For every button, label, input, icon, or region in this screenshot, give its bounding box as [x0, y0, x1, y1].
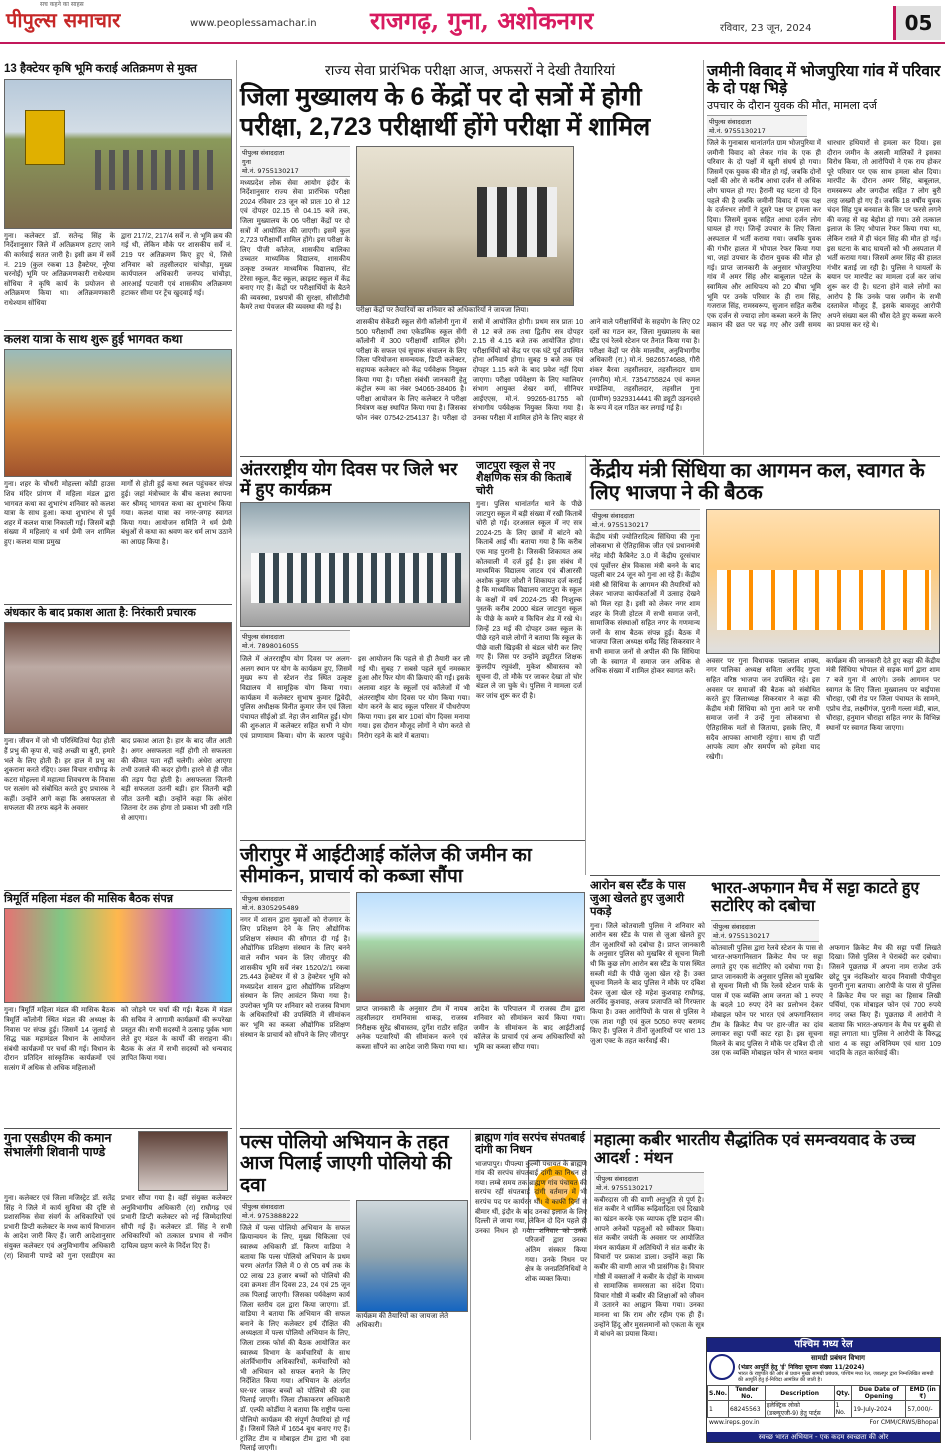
col-header: Due Date of Opening — [852, 1386, 906, 1401]
article-body: गुना। शहर के चौधरी मोहल्ला कोंडी हाउस शिव मंदिर प्रांगण में महिला मंडल द्वारा भागवत कथा का शुभारंभ शनिवार को कलश यात्रा के साथ हुआ। कथा शुभारंभ से पूर्व शहर में कलश यात्रा निकाली गई। जिसमें बड़ी संख्या में महिलाएं व धर्म प्रेमी जन शामिल हुए। कलश यात्रा प्रमुख — [4, 481, 115, 546]
article-kabir-manthan — [594, 1132, 941, 1346]
table-cell: 19-July-2024 — [852, 1401, 906, 1418]
headline: जिला मुख्यालय के 6 केंद्रों पर दो सत्रों में होगी परीक्षा, 2,723 परीक्षार्थी होंगे परीक्षा में शामिल — [240, 82, 651, 141]
byline-name: पीपुल्स संवाददाता — [592, 511, 635, 520]
article-body: गुना। कलेक्टर एवं जिला मजिस्ट्रेट डॉ. सतेंद्र सिंह ने जिले में कार्य सुविधा की दृष्टि से प्रशासनिक सेवा संवर्ग के अधिकारियों एवं प्रभारी डिप्टी कलेक्टर के मध्य कार्य विभाजन के आदेश जारी किए हैं। जारी आदेशानुसार संयुक्त कलेक्टर एवं अनुविभागीय अधिकारी (रा) शिवानी पाण्डे को गुना एसडीएम का प्रभार सौंपा गया है। वहीं संयुक्त कलेक्टर अनुविभागीय अधिकारी (रा) राघौगढ़ एवं प्रभारी डिप्टी कलेक्टर को नई जिम्मेदारियां सौंपी गई हैं। कलेक्टर डॉ. सिंह ने सभी अधिकारियों को तत्काल प्रभाव से नवीन दायित्व ग्रहण करने के निर्देश दिए हैं। — [4, 1195, 232, 1260]
headline: केंद्रीय मंत्री सिंधिया का आगमन कल, स्वागत के लिए भाजपा ने की बैठक — [590, 460, 925, 505]
article-gambling — [590, 880, 705, 1122]
article-body: गुना। कलेक्टर डॉ. सतेन्द्र सिंह के निर्देशानुसार जिले में अतिक्रमण हटाए जाने की कार्रवाई सतत जारी है। इसी क्रम में सर्वे नं. 219 (कुल रकबा 13 हैक्टेयर, नूरैया चरनोई) भूमि पर अतिक्रमणकारी राधेश्याम सोंधिया ने कृषि कार्य के प्रयोजन से अतिक्रमण किया था। अतिक्रमणकारी राधेश्याम सोंधिया — [4, 232, 115, 308]
article-body: नगर में शासन द्वारा युवाओं को रोजगार के लिए प्रशिक्षण देने के लिए औद्योगिक प्रशिक्षण संस्थान की सौगात दी गई है। औद्योगिक प्रशिक्षण संस्थान के लिए बनने वाले नवीन भवन के लिए जीरापुर की शासकीय भूमि सर्वे नंबर 1520/2/1 रकबा 25.443 हेक्टेयर में से 3 हेक्टेयर भूमि को मध्यप्रदेश शासन द्वारा औद्योगिक प्रशिक्षण संस्थान के लिए आवंटन किया गया है। उपरोक्त भूमि पर शनिवार को राजस्व विभाग के अधिकारियों की उपस्थिति में सीमांकन कर भूमि का कब्जा औद्योगिक प्रशिक्षण संस्थान के प्राचार्य को सौंपने के लिए जीरापुर — [240, 916, 350, 1039]
ad-header: पश्चिम मध्य रेल — [707, 1338, 940, 1352]
article-body: गुना। जिले कोतवाली पुलिस ने शनिवार को आरोन बस स्टैंड के पास से जुआ खेलते हुए तीन जुआरियों को दबोचा है। प्राप्त जानकारी के अनुसार पुलिस को मुखबिर से सूचना मिली थी कि कुछ लोग आरोन बस स्टैंड के पास स्थित सब्जी मंडी के पीछे जुआ खेल रहे हैं। उक्त सूचना मिलने के बाद पुलिस ने मौके पर दबिश देकर जुआ खेल रहे महेश कुशवाह राघौगढ़, अरविंद कुशवाह, अजय प्रजापति को गिरफ्तार किया है। उक्त आरोपियों के पास से पुलिस ने एक ताश गड्डी एवं कुल 5050 रुपए बरामद किए हैं। पुलिस ने तीनों जुआरियों पर धारा 13 जुआ एक्ट के तहत कार्रवाई की। — [590, 922, 705, 1045]
masthead-tagline: सच कहने का साहस — [40, 1, 84, 8]
article-body: गुना। पुलिस थानांतर्गत थाने के पीछे जाटपुरा स्कूल में बड़ी संख्या में रखी किताबें चोरी हो गईं। दरअसल स्कूल में नए सत्र 2024-25 के लिए छात्रों में बांटने को किताबें आई थीं। बताया गया है कि करीब एक माह पुरानी है। जिसकी शिकायत अब कोतवाली में दर्ज हुई है। इस संबंध में माध्यमिक विद्यालय जाटव एवं बीआरसी अशोक कुमार जोशी ने शिकायत दर्ज कराई है कि माध्यमिक विद्यालय जाटपुरा के स्कूल के कक्षों में वर्ष 2024-25 की निःशुल्क पुस्तकें करीब 2000 बंडल जाटपुरा स्कूल के पीछे के कमरे व किचिन शेड में रखे थे। जिन्हें 23 मई की दोपहर उक्त स्कूल के पीछे रहने वाले लोगों ने बताया कि स्कूल के पीछे वाली खिड़की से बंडल चोरी कर लिए गए हैं। जिस पर उन्होंने ड्यूटीरत शिक्षक कुलदीप रघुवंशी, मुकेश श्रीवास्तव को सूचना दी, तो मौके पर जाकर देखा तो चोर बंडल ले जा चुके थे। पुलिस ने मामला दर्ज कर जांच शुरू कर दी है। — [476, 500, 582, 700]
ad-code: For CMM/CRWS/Bhopal — [869, 1419, 938, 1426]
photo-kalash-yatra — [4, 349, 232, 477]
column-rule — [236, 60, 237, 1440]
article-body: मार्गों से होती हुई कथा स्थल पहुंचकर संपन्न हुई। जहां मंत्रोच्चार के बीच कलश स्थापना कर श्रीमद् भागवत कथा का शुभारंभ किया गया। कलश यात्रा का नगर-जगह स्वागत किया गया। आयोजन समिति ने धर्म प्रेमी बंधुओं से कथा का श्रवण कर धर्म लाभ उठाने का आग्रह किया है। — [121, 481, 232, 546]
headline: जाटपुरा स्कूल से नए शैक्षणिक सत्र की किताबें चोरी — [476, 460, 572, 497]
photo-iti-land — [356, 892, 585, 1002]
photo-bjp-meeting — [706, 509, 940, 654]
officials-shape — [477, 187, 557, 257]
ad-notice: (भंडार आपूर्ति हेतु 'ई' निविदा सूचना संख्या 11/2024) — [738, 1364, 865, 1371]
article-cricket-betting — [711, 880, 941, 1132]
ad-intro: भारत के राष्ट्रपति की ओर से प्रधान मुख्य सामग्री प्रबंधक, पश्चिम मध्य रेल, जबलपुर द्वारा निम्नलिखित सामग्री की आपूर्ति हेतु ई-निविदा आमंत्रित की जाती है। — [738, 1371, 934, 1383]
people-shape — [95, 150, 215, 190]
headline: ब्राह्मण गांव सरपंच संपतबाई दांगी का निधन — [475, 1132, 585, 1157]
article-body: जिले में पल्स पोलियो अभियान के सफल क्रियान्वयन के लिए, मुख्य चिकित्सा एवं स्वास्थ्य अधिकारी डॉ. किरण वाडिया ने बताया कि पल्स पोलियो अभियान के प्रथम चरण अंतर्गत जिले में 0 से 05 वर्ष तक के 02 लाख 23 हजार बच्चों को पोलियो की दवा क्रमशः तीन दिवस 23, 24 एवं 25 जून तक पिलाई जाएगी। जिसका पर्यवेक्षण कार्य जिला स्तरीय दल द्वारा किया जाएगा। डॉ. वाडिया ने बताया कि अभियान की सफल बनाने के लिए कलेक्टर हर्ष दीक्षित की अध्यक्षता में पल्स पोलियो अभियान के लिए, जिला टास्क फोर्स की बैठक आयोजित कर स्वास्थ्य विभाग के कर्मचारियों के साथ अंतर्विभागीय अधिकारियों, कर्मचारियों को भी अभियान को सफल बनाने के लिए निर्देशित किया गया। अभियान के अंतर्गत घर-घर जाकर बच्चों को पोलियो की दवा पिलाई जाएगी। जिला टीकाकरण अधिकारी डॉ. एल्फी कोर्डीया ने बताया कि राष्ट्रीय पल्स पोलियो कार्यक्रम की संपूर्ण तैयारियां हो गई हैं। जिसमें जिले में 1654 बूथ बनाए गए हैं। ट्रांजिट टीम व मोबाइल टीम द्वारा भी दवा पिलाई जाएगी। — [240, 1224, 350, 1453]
article-body-continued: शासकीय सेकेंडरी स्कूल सेंगी कॉलोनी गुना में 500 परीक्षार्थी तथा एकेडमिक स्कूल सेंगी कॉलोनी में 300 परीक्षार्थी शामिल होंगे। परीक्षा के सफल एवं सुचारू संचालन के लिए जिला परियोजना समन्वयक, डिप्टी कलेक्टर, सहायक कलेक्टर को केंद्र पर्यवेक्षक नियुक्त किया गया है। परीक्षा संबंधी जानकारी हेतु कंट्रोल रूम का नंबर 94065-38406 है। परीक्षा आयोजन के लिए कलेक्टर ने परीक्षा नियंत्रण कक्ष स्थापित किया गया है। जिसका फोन नंबर 07542-254137 है। परीक्षा दो सत्रों में आयोजित होगी। प्रथम सत्र प्रातः 10 से 12 बजे तक तथा द्वितीय सत्र दोपहर 2.15 से 4.15 बजे तक आयोजित होगा। परीक्षार्थियों को केंद्र पर एक घंटे पूर्व उपस्थित होना अनिवार्य होगा। सुबह 9 बजे तक एवं दोपहर 1.15 बजे के बाद प्रवेश नहीं दिया जाएगा। परीक्षा पर्यवेक्षण के लिए ग्वालियर संभाग आयुक्त शेखर वर्मा, सीनियर आईएएस, मो.नं. 99265-81755 को संभागीय पर्यवेक्षक नियुक्त किया गया है। उनका परीक्षा में शामिल होने के लिए बाहर से आने वाले परीक्षार्थियों के सहयोग के लिए 02 दलों का गठन कर, जिला मुख्यालय के बस स्टैंड एवं रेलवे स्टेशन पर तैनात किया गया है। परीक्षा केंद्रों पर रोके मालवीय, अनुविभागीय अधिकारी (रा.) मो.नं. 9826574688, गौरी शंकर बैरवा तहसीलदार, तहसीलदार ग्राम (नगरीय) मो.नं. 7354755824 एवं कमल मण्डेलिया, तहसीलदार, तहसील गुना (ग्रामीण) 9329314441 की ड्यूटी उड़नदस्ते के रूप में दल गठित कर लगाई गई है। — [356, 319, 700, 422]
table-header-row — [708, 1386, 940, 1401]
ad-website[interactable]: www.ireps.gov.in — [709, 1419, 760, 1426]
page-number: 05 — [893, 6, 941, 40]
byline-phone: मो.नं. 9755130217 — [709, 127, 766, 136]
railway-emblem-icon — [709, 1354, 735, 1380]
website-url[interactable]: www.peoplessamachar.in — [190, 18, 317, 29]
divider — [240, 456, 940, 457]
article-scindia-visit — [590, 460, 940, 863]
article-encroachment — [4, 63, 232, 335]
byline — [240, 1200, 350, 1222]
byline-place: गुना — [242, 157, 251, 166]
article-pulse-polio — [240, 1132, 468, 1453]
masthead — [0, 0, 945, 44]
issue-date: रविवार, 23 जून, 2024 — [720, 23, 812, 34]
meeting-people-shape — [717, 570, 931, 630]
divider — [4, 1128, 232, 1129]
newspaper-logo: पीपुल्स समाचार — [6, 8, 121, 32]
railway-tender-ad — [706, 1337, 941, 1443]
table-cell: 1 — [708, 1401, 729, 1418]
article-body: अवसर पर गुना विधायक पन्नालाल शाक्य, नगर पालिका अध्यक्ष सविता अरविंद गुप्ता सहित वरिष्ठ भाजपा जन उपस्थित रहे। इस अवसर पर समाजों की बैठक को संबोधित करते हुए जिलाध्यक्ष सिकरवार ने कहा की केंद्रीय मंत्री सिंधिया को गुना आने पर सभी समाज जनों ने उन्हें गुना लोकसभा से ऐतिहासिक मतों से जिताया, इसके लिए, मैं सदैव आपका आभारी रहूंगा। साथ ही पार्टी आपके त्याग और समर्पण को हमेशा याद रखेगी। — [706, 657, 820, 761]
table-cell: 57,000/- — [906, 1401, 940, 1418]
byline-name: पीपुल्स संवाददाता — [713, 922, 756, 931]
column-rule — [585, 455, 586, 875]
article-books-theft — [476, 460, 582, 860]
yoga-people-shape — [251, 553, 461, 603]
article-body: गुना। जीवन में जो भी परिस्थितियां पैदा होती हैं प्रभु की कृपा से, चाहे अच्छी या बुरी, हमारे भले के लिए होती हैं। हर हाल में प्रभु का शुकराना करते रहिए। उक्त विचार राघौगढ़ के कटरा मोहल्ला में महात्मा शिवचरण के निवास पर सत्संग को संबोधित करते हुए प्रचारक ने कहीं। उन्होंने आगे कहा कि असफलता से सफलता की तरफ बढ़ने के अवसर — [4, 738, 115, 813]
byline — [707, 115, 807, 137]
photo-polio — [356, 1200, 468, 1312]
photo-satsang — [4, 622, 232, 734]
headline: गुना एसडीएम की कमान संभालेंगी शिवानी पाण्डे — [4, 1131, 112, 1159]
divider — [590, 875, 940, 876]
photo-women-group — [4, 908, 232, 1003]
article-body: को जोड़ने पर चर्चा की गई। बैठक में मंडल की सचिव ने आगामी कार्यक्रमों की रूपरेखा प्रस्तुत की। सभी सदस्यों ने उत्साह पूर्वक भाग लेते हुए मंडल के कार्यों की सराहना की। बैठक के अंत में सभी सदस्यों को धन्यवाद ज्ञापित किया गया। — [121, 1007, 232, 1063]
headline: आरोन बस स्टैंड के पास जुआ खेलते हुए जुआरी पकड़े — [590, 880, 686, 918]
headline: पल्स पोलियो अभियान के तहत आज पिलाई जाएगी पोलियो की दवा — [240, 1132, 452, 1196]
photo-bulldozer — [4, 79, 232, 229]
article-nirankari — [4, 607, 232, 889]
article-body: जिले के गुनाबास थानांतर्गत ग्राम भोजपुरिया में जमीनी विवाद को लेकर गांव के एक ही परिवार के दो पक्षों में खूनी संघर्ष हो गया। जिसमें एक युवक की मौत हो गई, जबकि दोनों पक्षों की ओर से करीब आधा दर्जन से अधिक लोग घायल हो गए। हैरानी यह घटना दो दिन पहले की है जबकि जमीनी विवाद में एक पक्ष के दर्जनभर लोगों ने दूसरे पक्ष पर हमला कर दिया। जिसमें युवक सहित आधा दर्जन लोग घायल हो गए। जिन्हें उपचार के लिए जिला अस्पताल में भर्ती कराया गया। जबकि युवक की गंभीर हालत में भोपाल रेफर किया गया था, जहां उपचार के दौरान युवक की मौत हो गई। प्राप्त जानकारी के अनुसार भोजपुरिया गांव में अमर सिंह और बाबूलाल पटेल के स्वामित्व और आधिपत्य को 20 बीघा भूमि भूमि पर उनके परिवार के ही राम सिंह, गजराज सिंह, रामस्वरूप, सुजान सहित करीब एक दर्जन से ज्यादा लोग कब्जा करने के लिए मकान की छत पर चढ़ गए और उसी समय धारधार हथियारों से हमला कर दिया। इस दौरान जमीन के असली मालिकों ने इसका विरोध किया, तो आरोपियों ने एक राय होकर पूरे परिवार पर एक साथ हमला बोल दिया। मारपीट के दौरान अमर सिंह, बाबूलाल, रामस्वरूप और जगदीश सहित 7 लोग बुरी तरह जख्मी हो गए हैं। जबकि 18 वर्षीय युवक चंदन सिंह पुत्र बनवाल के सिर पर फरसे लगने की वजह से वह बेहोश हो गया। उसे तत्काल इलाज के लिए भोपाल रेफर किया गया था, लेकिन रास्ते में ही चंदन सिंह की मौत हो गई। इस घटना के बाद घायलों को भी अस्पताल में भर्ती कराया गया। जिसमें अमर सिंह की हालत गंभीर बताई जा रही है। पुलिस ने घायलों के बयान पर मारपीट का मामला दर्ज कर जांच शुरू कर दी है। घटना होने वाले लोगों का आरोप है कि उनके पास जमीन के सभी दस्तावेज मौजूद हैं, इसके बावजूद आरोपी अपने संख्या बल की धौंस देते हुए कब्जा करने का प्रयास कर रहे थे। — [707, 140, 941, 330]
table-row — [708, 1401, 940, 1418]
tender-table — [707, 1385, 940, 1418]
byline — [711, 920, 819, 942]
divider — [4, 890, 232, 891]
ad-subheader: सामग्री प्रबंधन विभाग — [811, 1354, 865, 1362]
byline-phone: मो.नं. 9753888222 — [242, 1211, 299, 1220]
article-land-dispute — [707, 63, 941, 471]
byline-name: पीपुल्स संवाददाता — [242, 633, 285, 642]
divider — [240, 840, 585, 841]
article-trimurti-mandal — [4, 893, 232, 1121]
byline-name: पीपुल्स संवाददाता — [242, 1202, 285, 1211]
col-header: S.No. — [708, 1386, 729, 1401]
article-body: गुना। त्रिमूर्ति महिला मंडल की मासिक बैठक त्रिमूर्ति कॉलोनी स्थित मंडल की अध्यक्ष के निवास पर संपन्न हुई। जिसमें 14 जुलाई से सिद्ध चक्र महामंडल विधान के आयोजन संबंधी कार्यक्रमों पर चर्चा की गई। विधान के दौरान प्रतिदिन सांस्कृतिक कार्यक्रमों एवं सत्संग में अधिक से अधिक महिलाओं — [4, 1007, 115, 1072]
article-body: भाजपापुर। पीपल्या कुल्मी पंचायत के ब्राह्मण गांव की सरपंच संपतबाई दांगी का निधन हो गया। लम्बे समय तक ब्राह्मण गांव पंचायत की सरपंच रहीं संपतबाई दांगी वर्तमान में भी सरपंच पद पर कार्यरत थीं। वे काफी दिनों से बीमार थीं, इंदौर के बाद उनका इलाज के लिए दिल्ली ले जाया गया, लेकिन दो दिन पहले ही उनका निधन हो गया। शनिवार को उनके परिजनों द्वारा उनका अंतिम संस्कार किया गया। उनके निधन पर क्षेत्र के जनप्रतिनिधियों ने शोक व्यक्त किया। — [475, 1160, 587, 1283]
byline — [590, 509, 700, 531]
divider — [4, 330, 232, 331]
article-body: द्वारा 217/2, 217/4 सर्वे न. से भूमि क्रय की गई थी, लेकिन मौके पर शासकीय सर्वे नं. 219 पर अतिक्रमण किए हुए थे, जिसे शनिवार को तहसीलदार चांचौड़ा, मुख्य कार्यपालन अधिकारी जनपद चांचौड़ा, आरआई पटवारी एवं शासकीय अतिक्रमण हटाकर सीमा पर ट्रेंच खुदवाई गई। — [121, 232, 232, 298]
article-body: केंद्रीय मंत्री ज्योतिरादित्य सिंधिया की गुना लोकसभा से ऐतिहासिक जीत एवं प्रधानमंत्री नरेंद्र मोदी कैबिनेट 3.0 में केंद्रीय दूरसंचार एवं पूर्वोत्तर क्षेत्र विकास मंत्री बनने के बाद पहली बार 24 जून को गुना आ रहे हैं। केंद्रीय मंत्री श्री सिंधिया के आगमन की तैयारियों को लेकर भाजपा कार्यकर्ताओं में उत्साह देखने को मिल रहा है। इसी को लेकर नगर शाम शहर के निजी होटल में सभी समाज जनों, सामाजिक संस्थाओं सहित नगर के गणमान्य जनों के साथ बैठक संपन्न हुई। बैठक में भाजपा जिला अध्यक्ष धर्मेंद्र सिंह सिकरवार ने सभी समाज जनों से अपील की कि सिंधिया जी के स्वागत में समाज जन अधिक से अधिक संख्या में शामिल होकर स्वागत करें। — [590, 533, 700, 676]
article-body: जिले में अंतरराष्ट्रीय योग दिवस पर अलग-अलग स्थान पर योग के कार्यक्रम हुए, जिसमें मुख्य रूप से स्टेशन रोड स्थित उत्कृष्ट विद्यालय में सामूहिक योग किया गया। कार्यक्रम में कलेक्टर सुभाष कुमार द्विवेदी, पुलिस अधीक्षक विनीत कुमार जैन एवं जिला पंचायत सीईओ डॉ. नेहा जैन शामिल हुईं। योग की शुरुआत में कलेक्टर सहित सभी ने योग एवं प्राणायाम किया। योग के कारण पहुंचे। इस आयोजन कि पहले से ही तैयारी कर ली गई थी। सुबह 7 सबसे पहले सूर्य नमस्कार हुआ और फिर योग की क्रियाएं की गईं। इसके अलावा शहर के स्कूलों एवं कॉलेजों में भी अंतरराष्ट्रीय योग दिवस पर योग किया गया। योग करने के बाद स्कूल परिसर में पौधरोपण किया गया। इस बार 10वां योग दिवस मनाया गया। इस दौरान मौजूद लोगों ने योग करते से निरोग रहने के बारे में बताया। — [240, 656, 470, 740]
column-rule — [590, 1130, 591, 1440]
byline-phone: मो.नं. 9755130217 — [242, 166, 299, 175]
col-header: Tender No. — [729, 1386, 766, 1401]
article-sarpanch-obit — [475, 1132, 587, 1395]
article-body: कोतवाली पुलिस द्वारा रेलवे स्टेशन के पास से भारत-अफगानिस्तान क्रिकेट मैच पर सट्टा लगाते हुए एक सटोरिए को दबोचा गया है। प्राप्त जानकारी के अनुसार पुलिस को मुखबिर से सूचना मिली थी कि रेलवे स्टेशन पार्क के पास में एक व्यक्ति आम जनता को 1 रुपए के बदले 10 रुपए देने का प्रलोभन देकर मोबाइल फोन पर भारत एवं अफगानिस्तान टीम के क्रिकेट मैच पर हार-जीत का दांव लगाकर सट्टा पर्ची काट रहा है। इस सूचना मिलने के बाद पुलिस ने मौके पर दबिश दी तो उस एक व्यक्ति मोबाइल फोन से भारत बनाम अफगान क्रिकेट मैच की सट्टा पर्ची लिखते दिखा। जिसे पुलिस ने घेराबंदी कर दबोचा। जिसने पूछताछ में अपना नाम राजेश उर्फ छोटू पुत्र नंदकिशोर यादव निवासी पीपीचुरा पुरानी गुना बताया। आरोपी के पास से पुलिस ने क्रिकेट मैच पर सट्टा का हिसाब लिखी पर्चियां, एक मोबाइल फोन एवं 700 रुपये नगद जब्त किए हैं। पूछताछ में आरोपी ने बताया कि भारत-अफगान के मैच पर बुकी से सट्टा लगाता था। पुलिस ने आरोपी के विरुद्ध धारा 4 क सट्टा अधिनियम एवं धारा 109 भादवि के तहत कार्रवाई की। — [711, 944, 941, 1058]
byline-name: पीपुल्स संवाददाता — [242, 148, 285, 157]
article-yoga-day — [240, 460, 470, 860]
photo-caption: कार्यक्रम की तैयारियों का जायजा लेते अधिकारी। — [356, 1312, 449, 1329]
kicker: राज्य सेवा प्रारंभिक परीक्षा आज, अफसरों ने देखी तैयारियां — [325, 62, 615, 78]
byline — [240, 892, 350, 914]
article-bhagwat-katha — [4, 333, 232, 585]
headline: कलश यात्रा के साथ शुरू हुई भागवत कथा — [4, 332, 183, 346]
byline-name: पीपुल्स संवाददाता — [709, 118, 752, 127]
table-cell: 68245563 — [729, 1401, 766, 1418]
col-header: Qty. — [834, 1386, 852, 1401]
headline: त्रिमूर्ति महिला मंडल की मासिक बैठक संपन्न — [4, 893, 173, 905]
section-title: राजगढ़, गुना, अशोकनगर — [370, 6, 594, 35]
byline — [594, 1172, 704, 1194]
headline: भारत-अफगान मैच में सट्टा काटते हुए सटोरिए को दबोचा — [711, 880, 920, 915]
article-body: मध्यप्रदेश लोक सेवा आयोग इंदौर के निर्देशानुसार राज्य सेवा प्रारंभिक परीक्षा 2024 रविवार 23 जून को प्रातः 10 से 12 एवं दोपहर 02.15 से 04.15 बजे तक, जिला मुख्यालय के 06 परीक्षा केंद्रों पर दो सत्रों में आयोजित की जाएगी। इसमें कुल 2,723 परीक्षार्थी शामिल होंगे। इस परीक्षा के लिए पीजी कॉलेज, शासकीय बालिका उच्चतर माध्यमिक विद्यालय, शासकीय उत्कृष्ट उच्चतर माध्यमिक विद्यालय, सेंट टेरेसा स्कूल, कैंट स्कूल, क्राइस्ट स्कूल में केंद्र बनाए गए हैं। केंद्रों पर परीक्षार्थियों के बैठने की व्यवस्था, प्रश्नपत्रों की सुरक्षा, सीसीटीवी कैमरे तथा पेयजल की व्यवस्था की गई है। — [240, 179, 350, 312]
article-sdm-shivani — [4, 1131, 232, 1439]
byline-name: पीपुल्स संवाददाता — [596, 1174, 639, 1183]
byline-phone: मो.नं. 9755130217 — [713, 931, 770, 940]
byline — [240, 146, 350, 177]
article-body: प्राप्त जानकारी के अनुसार टीम में नायब तहसीलदार रामनिवास धाकड़, राजस्व निरीक्षक सुरेंद्र श्रीवास्तव, दुर्गेश राठौर सहित अनेक पटवारियों की सीमांकन करने एवं कब्जा सौंपने का आदेश जारी किया गया था। आदेश के परिपालन में राजस्व टीम द्वारा शनिवार को सीमांकन कार्य किया गया। जमीन के सीमांकन के बाद आईटीआई कॉलेज के प्राचार्य एवं अन्य अधिकारियों को भूमि का कब्जा सौंपा गया। — [356, 1005, 585, 1051]
subhead: उपचार के दौरान युवक की मौत, मामला दर्ज — [707, 99, 877, 112]
column-rule — [703, 60, 704, 455]
col-header: EMD (in ₹) — [906, 1386, 940, 1401]
byline-phone: मो.नं. 8305295489 — [242, 903, 299, 912]
divider — [4, 604, 232, 605]
headline: अंधकार के बाद प्रकाश आता है: निरंकारी प्रचारक — [4, 607, 196, 619]
byline-phone: मो.नं. 9755130217 — [592, 520, 649, 529]
headline: जीरापुर में आईटीआई कॉलेज की जमीन का सीमांकन, प्राचार्य को कब्जा सौंपा — [240, 845, 532, 888]
article-iti-college — [240, 845, 585, 1145]
article-body: कार्यक्रम की जानकारी देते हुए कहा की केंद्रीय मंत्री सिंधिया भोपाल से सड़क मार्ग द्वारा शाम 7 बजे गुना में आएंगे। उनके आगमन पर स्वागत के लिए जिला मुख्यालय पर बाईपास चौराहा, एबी रोड पर जिला पंचायत के सामने, एप्रोच रोड, लक्ष्मीगंज, पुरानी गल्ला मंडी, बाल, चौराहा, हनुमान चौराहा सहित नगर के विभिन्न स्थानों पर स्वागत किया जाएगा। — [826, 657, 940, 732]
headline: महात्मा कबीर भारतीय सैद्धांतिक एवं समन्वयवाद के उच्च आदर्श : मंथन — [594, 1132, 916, 1167]
table-cell: इलेक्ट्रिक लोको (डब्ल्यूएजी-9) हेतु पार्ट्स — [765, 1401, 834, 1418]
headline: 13 हैक्टेयर कृषि भूमि कराई अतिक्रमण से मुक्त — [4, 63, 197, 75]
byline-name: पीपुल्स संवाददाता — [242, 894, 285, 903]
photo-caption: परीक्षा केंद्रों पर तैयारियों का शनिवार को अधिकारियों ने जायजा लिया। — [356, 306, 529, 314]
article-body: कबीरदास जी की वाणी अनुभूति से पूर्ण है। संत कबीर ने धार्मिक रूढ़िवादिता एवं दिखावे का खंडन करके एक व्यापक दृष्टि प्रदान की। आपने अनेकों पहलुओं को स्वीकार किया। संत कबीर जयंती के अवसर पर आयोजित मंथन कार्यक्रम में अतिथियों ने संत कबीर के विचारों पर प्रकाश डाला। उन्होंने कहा कि कबीर की वाणी आज भी प्रासंगिक है। विचार गोष्ठी में वक्ताओं ने कबीर के दोहों के माध्यम से सामाजिक समरसता का संदेश दिया। विचार गोष्ठी में कबीर की शिक्षाओं को जीवन में उतारने का आह्वान किया गया। उनका मानना था कि राम और रहीम एक ही हैं। उन्होंने हिंदू और मुसलमानों को एकता के सूत्र में बांधने का प्रयास किया। — [594, 1196, 704, 1339]
headline: जमीनी विवाद में भोजपुरिया गांव में परिवार के दो पक्ष भिड़े — [707, 63, 941, 98]
photo-sdm — [138, 1131, 228, 1191]
article-body: बाद प्रकाश आता है। हार के बाद जीत आती है। अगर असफलता नहीं होगी तो सफलता की कीमत पता नहीं चलेगी। अंधेरा आएगा तभी उजाले की कदर होगी। हारने से ही जीत की तड़प पैदा होती है। असफलता जितनी बड़ी सफलता उतनी बड़ी। हार जितनी बड़ी जीत उतनी बड़ी। उन्होंने कहा कि अंधेरा जितना देर तक होगा तो प्रकाश भी उसी गति से आएगा। — [121, 738, 232, 823]
headline: अंतरराष्ट्रीय योग दिवस पर जिले भर में हुए कार्यक्रम — [240, 459, 458, 499]
bulldozer-shape — [25, 110, 65, 165]
column-rule — [470, 1130, 471, 1440]
ad-footer: स्वच्छ भारत अभियान - एक कदम स्वच्छता की ओर — [707, 1432, 940, 1442]
divider — [240, 1128, 940, 1129]
photo-exam-centre — [356, 146, 574, 306]
col-header: Description — [765, 1386, 834, 1401]
byline-phone: मो.नं. 7898016055 — [242, 642, 299, 651]
byline-phone: मो.नं. 9755130217 — [596, 1183, 653, 1192]
photo-yoga — [240, 502, 470, 627]
table-cell: 1 No. — [834, 1401, 852, 1418]
byline — [240, 630, 350, 652]
